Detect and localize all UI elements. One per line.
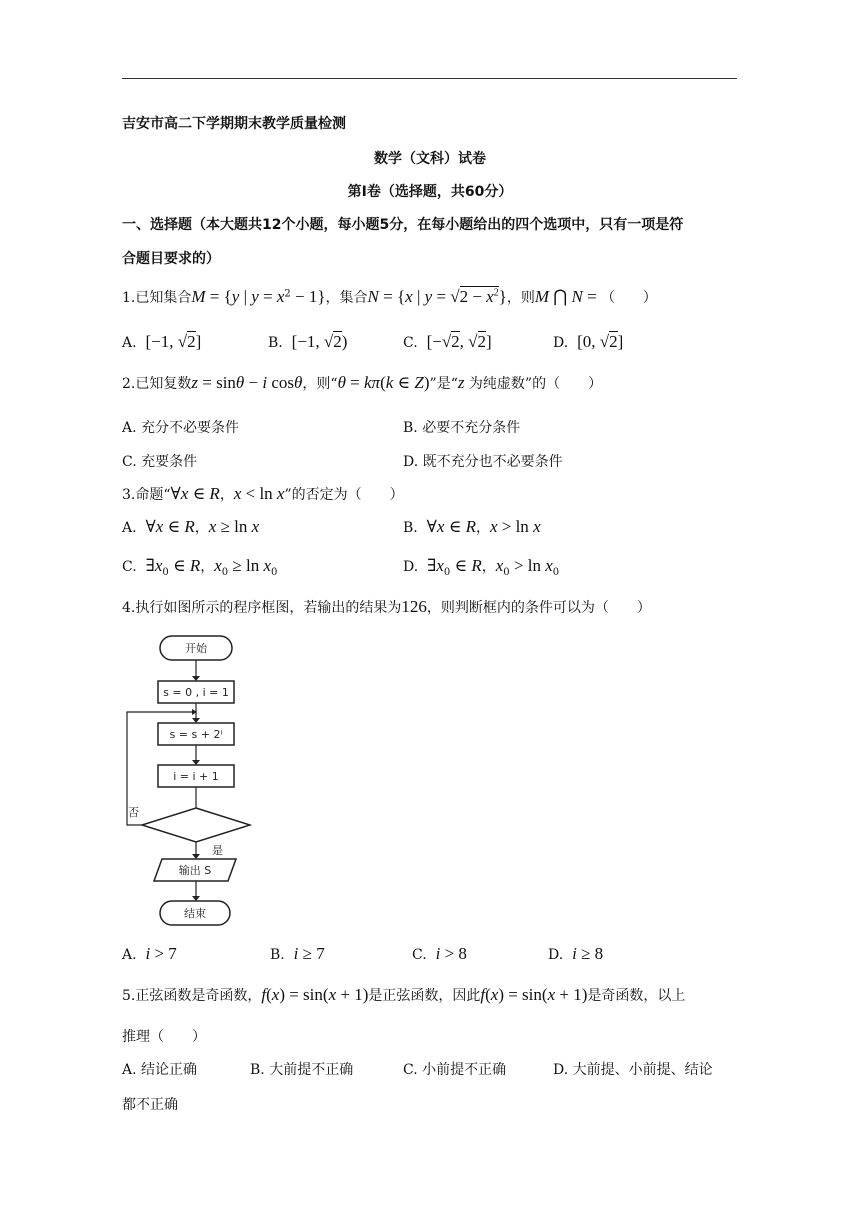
q4-option-d: D. i ≥ 8	[548, 944, 604, 963]
q5-option-a: A. 结论正确	[122, 1062, 198, 1078]
flow-step1-label: s = s + 2ⁱ	[169, 728, 223, 741]
flow-output-label: 输出 S	[178, 864, 212, 877]
school-title: 吉安市高二下学期期末教学质量检测	[122, 116, 346, 132]
q5-option-b: B. 大前提不正确	[250, 1062, 354, 1078]
flow-step2-label: i = i + 1	[173, 770, 219, 783]
section-heading-line1: 一、选择题（本大题共12个小题，每小题5分，在每小题给出的四个选项中，只有一项是符	[122, 217, 684, 233]
question-5-line1: 5.正弦函数是奇函数，f(x) = sin(x + 1)是正弦函数，因此f(x) = sin(x + 1)是奇函数，以上	[122, 985, 686, 1004]
q1-option-d: D. [0, √2]	[553, 332, 624, 351]
q3-option-a: A. ∀x ∈ R，x ≥ ln x	[122, 517, 260, 536]
question-5-line2: 推理（ ）	[122, 1029, 206, 1045]
q1-option-a: A. [−1, √2]	[122, 332, 202, 351]
q4-option-b: B. i ≥ 7	[270, 944, 325, 963]
section-heading-line2: 合题目要求的）	[122, 251, 220, 267]
q5-option-d-wrap: 都不正确	[122, 1097, 178, 1113]
q2-option-b: B. 必要不充分条件	[403, 420, 521, 436]
q4-option-c: C. i > 8	[412, 944, 467, 963]
volume-title: 第Ⅰ卷（选择题，共60分）	[347, 184, 513, 200]
q1-suffix: ，则	[506, 290, 535, 306]
q1-option-c: C. [−√2, √2]	[403, 332, 492, 351]
question-2: 2.已知复数z = sinθ − i cosθ，则“θ = kπ(k ∈ Z)”是“z 为纯虚数”的（ ）	[122, 373, 603, 392]
q1-mid: ，集合	[325, 290, 368, 306]
question-4: 4.执行如图所示的程序框图，若输出的结果为126，则判断框内的条件可以为（ ）	[122, 597, 651, 616]
flow-end-label: 结束	[184, 907, 206, 920]
flow-yes-label: 是	[212, 844, 223, 857]
q3-option-c: C. $\exists x_0$ ∈ R，$x_0 \ge \ln x_0$	[122, 556, 278, 578]
q5-option-d: D. 大前提、小前提、结论	[553, 1062, 713, 1078]
flow-no-label: 否	[128, 806, 139, 819]
q2-option-d: D. 既不充分也不必要条件	[403, 454, 563, 470]
q1-option-b: B. [−1, √2)	[268, 332, 348, 351]
q3-option-b: B. ∀x ∈ R，x > ln x	[403, 517, 541, 536]
flowchart	[122, 634, 252, 930]
q3-option-d: D. $\exists x_0$ ∈ R，$x_0 > \ln x_0$	[403, 556, 560, 578]
flow-init-label: s = 0 , i = 1	[163, 686, 229, 699]
flow-decision-node	[142, 808, 250, 842]
question-1: 1.已知集合M = {y | $y = x^2 - 1$}，集合N = {x | $y = √2 - x^2$}，则M ⋂ N = （ ）	[122, 287, 657, 306]
question-3: 3.命题“∀x ∈ R，x < ln x”的否定为（ ）	[122, 484, 404, 503]
header-rule	[122, 78, 737, 79]
q2-option-a: A. 充分不必要条件	[122, 420, 240, 436]
q2-option-c: C. 充要条件	[122, 454, 198, 470]
flow-start-label: 开始	[185, 642, 207, 655]
q1-end: （ ）	[600, 290, 657, 306]
q4-option-a: A. i > 7	[122, 944, 177, 963]
q5-option-c: C. 小前提不正确	[403, 1062, 507, 1078]
exam-title: 数学（文科）试卷	[374, 151, 486, 167]
q1-prefix: 1.已知集合	[122, 290, 192, 306]
